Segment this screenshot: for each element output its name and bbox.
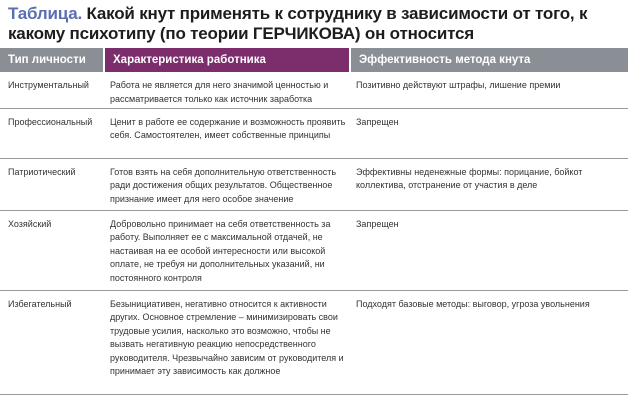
cell-type: Хозяйский [0, 210, 104, 290]
table-row [0, 72, 628, 108]
cell-description: Безынициативен, негативно относится к активности других. Основное стремление – минимизировать свои трудовые усилия, насколько это возможно, чтобы не вызвать негативную реакцию непосредственного руководителя. Чрезвычайно зависим от руководителя и принимает эту зависимость как должное [104, 290, 350, 394]
page-title [8, 4, 620, 44]
cell-description: Готов взять на себя дополнительную ответственность ради достижения общих результатов. Общественное признание имеет для него особое значение [104, 158, 350, 210]
cell-type: Профессиональный [0, 108, 104, 158]
cell-type: Патриотический [0, 158, 104, 210]
cell-effectiveness: Подходят базовые методы: выговор, угроза увольнения [350, 290, 628, 394]
cell-type: Инструментальный [0, 72, 104, 108]
cell-effectiveness: Позитивно действуют штрафы, лишение премии [350, 72, 628, 108]
cell-type: Избегательный [0, 290, 104, 394]
cell-description: Ценит в работе ее содержание и возможность проявить себя. Самостоятелен, имеет собственные принципы [104, 108, 350, 158]
cell-effectiveness: Эффективны неденежные формы: порицание, бойкот коллектива, отстранение от участия в деле [350, 158, 628, 210]
table-row [0, 108, 628, 158]
header-whip-effectiveness: Эффективность метода кнута [350, 48, 628, 72]
table-row [0, 290, 628, 394]
cell-effectiveness: Запрещен [350, 210, 628, 290]
header-employee-characteristic: Характеристика работника [104, 48, 350, 72]
psychotype-table [0, 48, 628, 395]
title-lead: Таблица. [8, 4, 82, 23]
table-row [0, 210, 628, 290]
cell-description: Работа не является для него значимой ценностью и рассматривается только как источник заработка [104, 72, 350, 108]
table-header-row [0, 48, 628, 72]
header-personality-type: Тип личности [0, 48, 104, 72]
cell-description: Добровольно принимает на себя ответственность за работу. Выполняет ее с максимальной отдачей, не настаивая на ее особой интересности или высокой оплате, не требуя ни дополнительных указаний, ни постоянного контроля [104, 210, 350, 290]
cell-effectiveness: Запрещен [350, 108, 628, 158]
table-row [0, 158, 628, 210]
title-text: Какой кнут применять к сотруднику в зависимости от того, к какому психотипу (по теории ГЕРЧИКОВА) он относится [8, 4, 588, 43]
